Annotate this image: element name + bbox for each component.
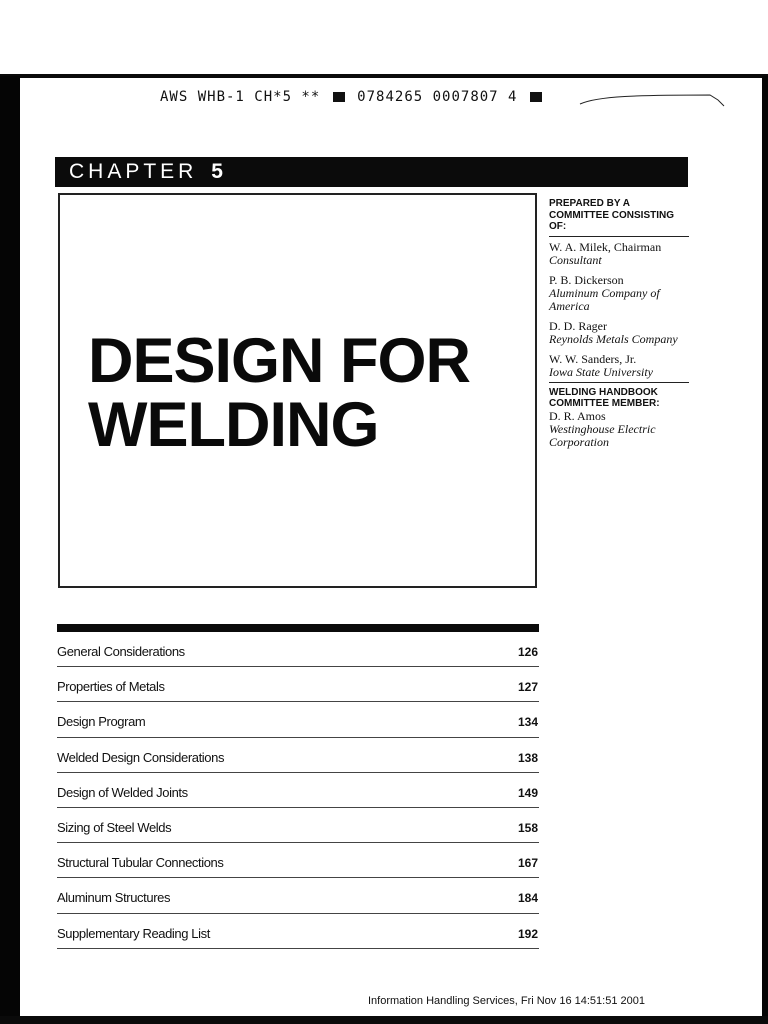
- document-code-header: [160, 89, 545, 105]
- toc-entry-title: Supplementary Reading List: [57, 925, 210, 941]
- pen-stroke-icon: [578, 86, 728, 108]
- member-organization: Reynolds Metals Company: [549, 331, 678, 346]
- scan-right-border: [762, 76, 768, 1024]
- scan-top-border: [0, 74, 768, 78]
- toc-entry[interactable]: [57, 773, 539, 808]
- chapter-title-line1: DESIGN FOR: [88, 326, 471, 396]
- member-organization: Consultant: [549, 252, 602, 267]
- committee-member: [549, 274, 689, 313]
- committee-panel: [549, 198, 689, 456]
- member-name: P. B. Dickerson: [549, 272, 624, 287]
- handbook-committee-heading: WELDING HANDBOOK COMMITTEE MEMBER:: [549, 386, 660, 409]
- toc-entry-title: General Considerations: [57, 644, 185, 659]
- toc-entry-page: 192: [517, 926, 538, 941]
- scan-bottom-border: [0, 1016, 768, 1024]
- footer-source-stamp: Information Handling Services, Fri Nov 16 14:51:51 2001: [368, 995, 645, 1007]
- committee-divider: [549, 236, 689, 237]
- toc-entry-title: Sizing of Steel Welds: [57, 819, 172, 835]
- handbook-committee-member: [549, 410, 689, 449]
- toc-entry-title: Properties of Metals: [57, 679, 165, 695]
- toc-entry[interactable]: [57, 702, 539, 737]
- square-mark-icon: [333, 92, 345, 102]
- toc-entry-title: Structural Tubular Connections: [57, 855, 224, 871]
- member-organization: Westinghouse Electric Corporation: [549, 421, 656, 449]
- chapter-label: [69, 160, 227, 184]
- scan-left-border: [0, 76, 20, 1024]
- chapter-banner: [55, 157, 688, 187]
- chapter-word: CHAPTER: [69, 160, 198, 183]
- toc-entry[interactable]: [57, 843, 539, 878]
- toc-entry-title: Aluminum Structures: [57, 890, 171, 906]
- committee-divider: [549, 382, 689, 383]
- document-code-part2: 0784265 0007807 4: [357, 89, 518, 105]
- toc-entry-title: Welded Design Considerations: [57, 749, 225, 765]
- toc-entry-title: Design Program: [57, 714, 146, 730]
- member-organization: Iowa State University: [549, 364, 653, 379]
- chapter-title-line2: WELDING: [88, 390, 379, 460]
- toc-entry[interactable]: [57, 632, 539, 667]
- toc-entry[interactable]: [57, 914, 539, 949]
- committee-member: [549, 353, 689, 379]
- toc-entry[interactable]: [57, 808, 539, 843]
- document-code-part1: AWS WHB-1 CH*5 **: [160, 89, 321, 105]
- member-organization: Aluminum Company of America: [549, 285, 660, 313]
- toc-entry-page: 126: [517, 645, 538, 659]
- toc-entry-page: 158: [517, 820, 538, 835]
- square-mark-icon: [530, 92, 542, 102]
- toc-entry[interactable]: [57, 667, 539, 702]
- toc-entry-page: 134: [517, 715, 538, 730]
- chapter-number: 5: [211, 160, 227, 183]
- toc-entry-page: 127: [517, 680, 538, 695]
- member-name: D. R. Amos: [549, 408, 606, 423]
- toc-entry-page: 184: [517, 891, 538, 906]
- committee-member: [549, 241, 689, 267]
- member-name: W. W. Sanders, Jr.: [549, 351, 637, 366]
- toc-top-bar: [57, 624, 539, 632]
- toc-entry-page: 138: [517, 750, 538, 765]
- toc-entry-page: 167: [517, 856, 538, 871]
- committee-member: [549, 320, 689, 346]
- chapter-title-box: [58, 193, 537, 588]
- toc-entry-page: 149: [517, 785, 538, 800]
- member-name: W. A. Milek, Chairman: [549, 239, 662, 254]
- table-of-contents: [57, 624, 539, 949]
- toc-entry-title: Design of Welded Joints: [57, 784, 188, 800]
- toc-entry[interactable]: [57, 738, 539, 773]
- member-name: D. D. Rager: [549, 318, 607, 333]
- toc-entry[interactable]: [57, 878, 539, 913]
- chapter-title: [88, 326, 471, 460]
- committee-heading: PREPARED BY A COMMITTEE CONSISTING OF:: [549, 198, 674, 232]
